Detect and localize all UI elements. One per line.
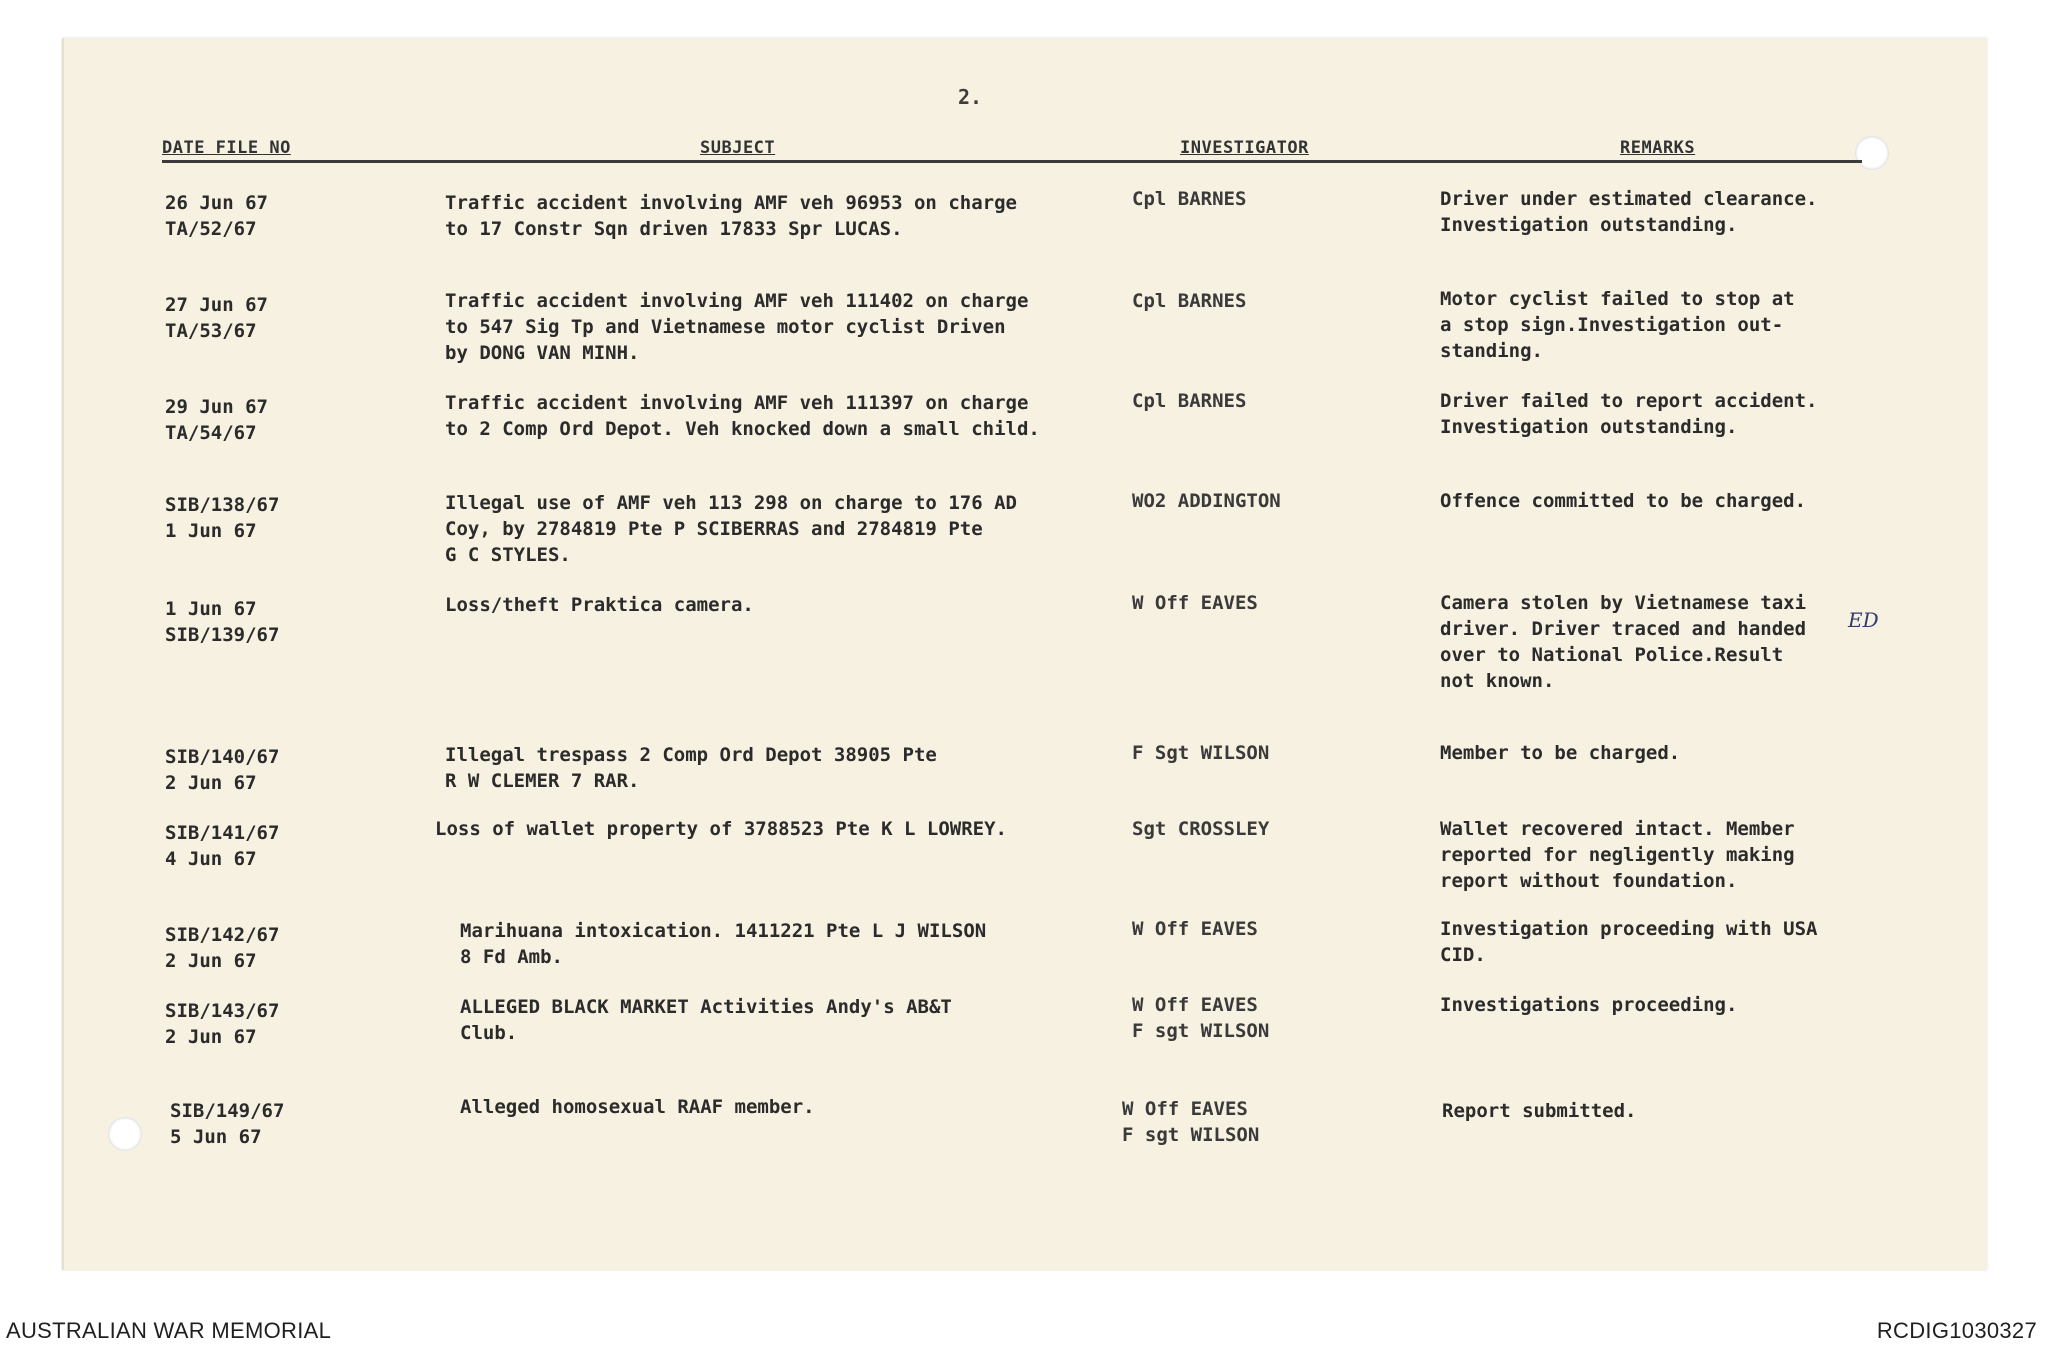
row-6-investigator: F Sgt WILSON [1132,742,1270,764]
handwritten-annotation: ED [1848,608,1879,632]
row-7-remarks: Wallet recovered intact. Member reported for negligently making report without foundation. [1440,818,1795,892]
row-10-remarks: Report submitted. [1442,1100,1637,1122]
row-1-remarks: Driver under estimated clearance. Investigation outstanding. [1440,188,1818,236]
row-8-subject: Marihuana intoxication. 1411221 Pte L J WILSON 8 Fd Amb. [460,920,987,968]
row-1-investigator: Cpl BARNES [1132,188,1247,210]
row-1-date-file: 26 Jun 67 TA/52/67 [165,192,268,240]
row-1-subject: Traffic accident involving AMF veh 96953 on charge to 17 Constr Sqn driven 17833 Spr LUCAS. [445,192,1017,240]
row-9-investigator: W Off EAVES F sgt WILSON [1132,994,1270,1042]
punch-hole-bottom-left [108,1117,142,1151]
row-9-subject: ALLEGED BLACK MARKET Activities Andy's AB&T Club. [460,996,952,1044]
row-6-date-file: SIB/140/67 2 Jun 67 [165,746,280,794]
row-7-subject: Loss of wallet property of 3788523 Pte K L LOWREY. [435,818,1007,840]
header-subject: SUBJECT [700,138,776,158]
row-2-investigator: Cpl BARNES [1132,290,1247,312]
punch-hole-top-right [1855,136,1889,170]
row-7-investigator: Sgt CROSSLEY [1132,818,1270,840]
row-7-date-file: SIB/141/67 4 Jun 67 [165,822,280,870]
footer-catalogue-id: RCDIG1030327 [1876,1318,2037,1343]
row-6-remarks: Member to be charged. [1440,742,1681,764]
row-3-investigator: Cpl BARNES [1132,390,1247,412]
row-9-date-file: SIB/143/67 2 Jun 67 [165,1000,280,1048]
row-4-remarks: Offence committed to be charged. [1440,490,1807,512]
row-8-investigator: W Off EAVES [1132,918,1258,940]
row-2-subject: Traffic accident involving AMF veh 111402 on charge to 547 Sig Tp and Vietnamese motor cyclist Driven by DONG VAN MINH. [445,290,1029,364]
row-6-subject: Illegal trespass 2 Comp Ord Depot 38905 Pte R W CLEMER 7 RAR. [445,744,937,792]
footer-institution: AUSTRALIAN WAR MEMORIAL [6,1318,332,1343]
page-number: 2. [958,85,983,109]
row-5-investigator: W Off EAVES [1132,592,1258,614]
row-10-date-file: SIB/149/67 5 Jun 67 [170,1100,285,1148]
row-2-remarks: Motor cyclist failed to stop at a stop sign.Investigation out- standing. [1440,288,1795,362]
row-5-remarks: Camera stolen by Vietnamese taxi driver. Driver traced and handed over to National Police.Result not known. [1440,592,1807,692]
header-investigator: INVESTIGATOR [1180,138,1309,158]
row-3-date-file: 29 Jun 67 TA/54/67 [165,396,268,444]
row-5-date-file: 1 Jun 67 SIB/139/67 [165,598,280,646]
row-5-subject: Loss/theft Praktica camera. [445,594,754,616]
row-8-date-file: SIB/142/67 2 Jun 67 [165,924,280,972]
row-2-date-file: 27 Jun 67 TA/53/67 [165,294,268,342]
header-rule [162,160,1862,163]
row-10-investigator: W Off EAVES F sgt WILSON [1122,1098,1260,1146]
row-8-remarks: Investigation proceeding with USA CID. [1440,918,1818,966]
row-4-date-file: SIB/138/67 1 Jun 67 [165,494,280,542]
row-10-subject: Alleged homosexual RAAF member. [460,1096,815,1118]
row-4-investigator: WO2 ADDINGTON [1132,490,1281,512]
row-3-subject: Traffic accident involving AMF veh 111397 on charge to 2 Comp Ord Depot. Veh knocked down a small child. [445,392,1040,440]
row-4-subject: Illegal use of AMF veh 113 298 on charge to 176 AD Coy, by 2784819 Pte P SCIBERRAS and 2784819 Pte G C STYLES. [445,492,1017,566]
row-9-remarks: Investigations proceeding. [1440,994,1738,1016]
header-remarks: REMARKS [1620,138,1696,158]
header-date-file-no: DATE FILE NO [162,138,291,158]
row-3-remarks: Driver failed to report accident. Investigation outstanding. [1440,390,1818,438]
